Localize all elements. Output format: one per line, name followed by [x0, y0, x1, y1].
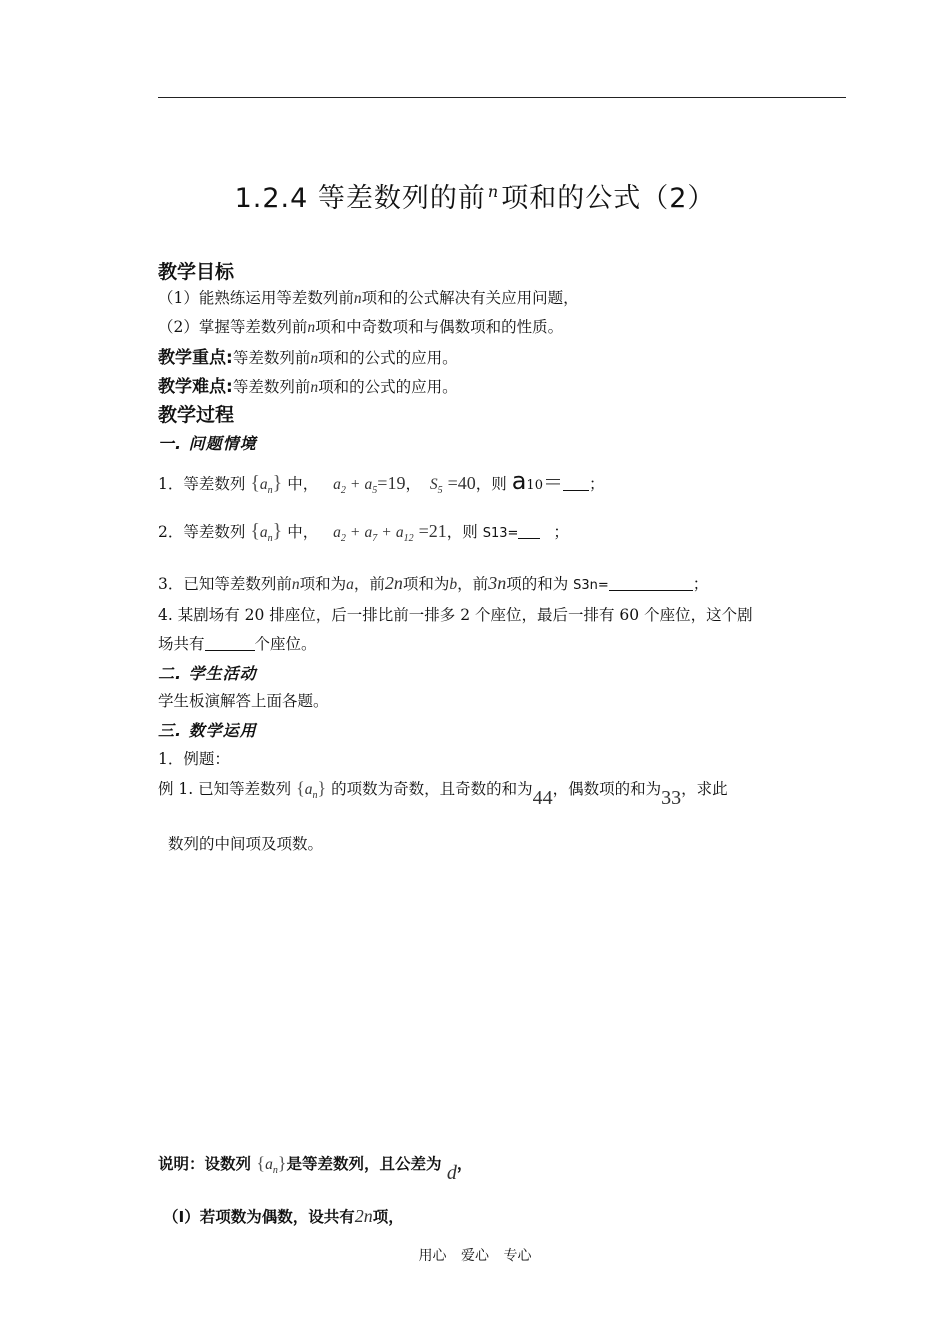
section-2-heading: 二. 学生活动 — [158, 664, 257, 683]
examples-label: 1．例题： — [158, 750, 230, 768]
goal-item-1: （1）能熟练运用等差数列前n项和的公式解决有关应用问题， — [158, 289, 579, 307]
question-4-line-2: 场共有 个座位。 — [158, 635, 317, 653]
note-case-1: （Ⅰ）若项数为偶数，设共有2n项， — [163, 1206, 404, 1226]
section-2-text: 学生板演解答上面各题。 — [158, 692, 329, 710]
question-1: 1．等差数列 $\{a_n\}$ 中， $a_2 + a_5=19$， $S_5 =40$，则 a10＝ ； — [158, 467, 605, 496]
difficult-point: 教学难点:等差数列前n项和的公式的应用。 — [158, 377, 458, 397]
goal-item-2: （2）掌握等差数列前n项和中奇数项和与偶数项和的性质。 — [158, 318, 564, 336]
question-4-line-1: 4. 某剧场有 20 排座位，后一排比前一排多 2 个座位，最后一排有 60 个座位，这个剧 — [158, 606, 753, 624]
section-1-heading: 一. 问题情境 — [158, 434, 257, 453]
header-rule — [158, 97, 846, 98]
page-footer: 用心 爱心 专心 — [418, 1248, 532, 1264]
note-line-1: 说明：设数列 $\{a_n\}$是等差数列，且公差为 d， — [158, 1153, 473, 1184]
section-3-heading: 三. 数学运用 — [158, 721, 257, 740]
process-heading: 教学过程 — [158, 404, 235, 426]
question-2: 2．等差数列 $\{a_n\}$ 中， $a_2 + a_7 + a_{12} =21$，则 S13= ； — [158, 520, 569, 544]
page-title: 1.2.4 等差数列的前 $^n$项和的公式（2） — [234, 182, 716, 214]
key-point: 教学重点:等差数列前n项和的公式的应用。 — [158, 348, 458, 368]
example-1-line-2: 数列的中间项及项数。 — [168, 835, 324, 853]
example-1-line-1: 例 1. 已知等差数列 $\{a_n\}$ 的项数为奇数，且奇数的和为44，偶数项的和为33，求此 — [158, 778, 728, 809]
question-3: 3．已知等差数列前n项和为a，前2n项和为b，前3n项的和为 S3n= ； — [158, 573, 709, 593]
goals-heading: 教学目标 — [158, 261, 235, 283]
